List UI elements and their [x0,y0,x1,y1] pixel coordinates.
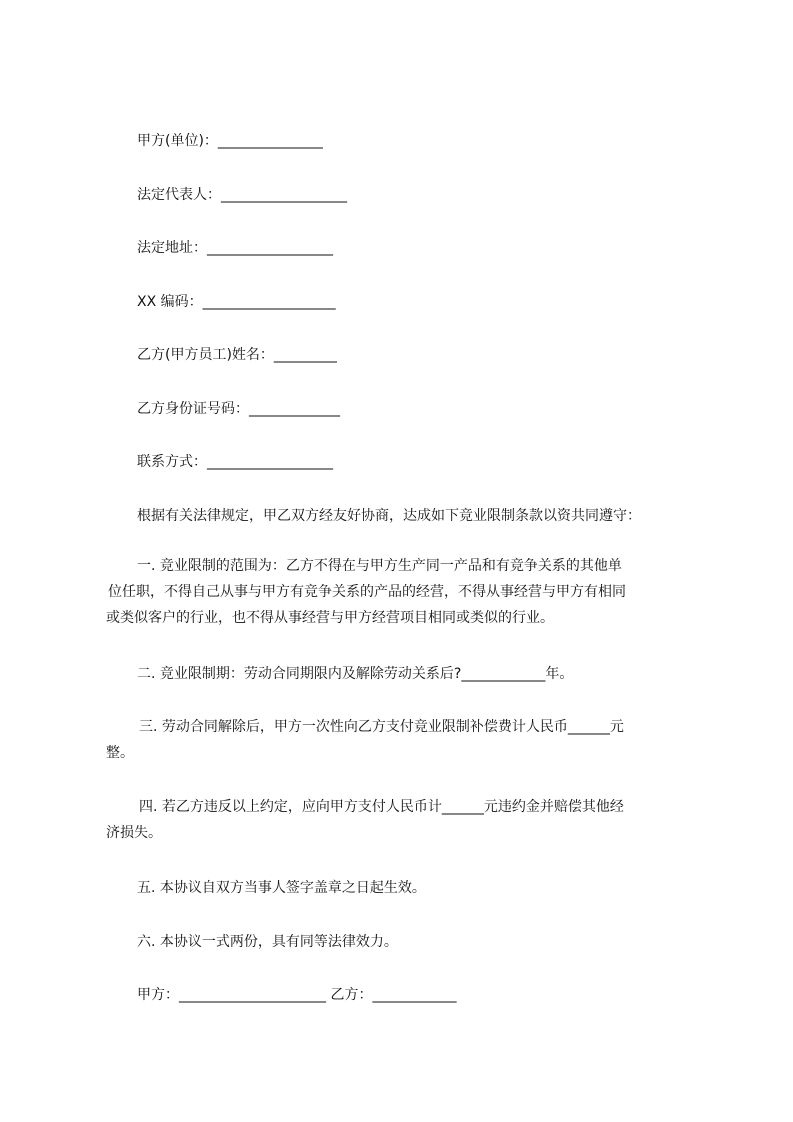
field-legal-representative: 法定代表人：__________________ [137,187,347,203]
clause-6: 六. 本协议一式两份，具有同等法律效力。 [137,934,398,950]
field-party-a-unit: 甲方(单位)：_______________ [137,133,323,149]
field-party-b-name: 乙方(甲方员工)姓名：_________ [137,347,337,363]
clause-1-line-2: 位任职，不得自己从事与甲方有竞争关系的产品的经营，不得从事经营与甲方有相同 [108,584,626,600]
field-party-b-id: 乙方身份证号码：_____________ [137,401,340,417]
field-legal-address: 法定地址：__________________ [137,240,333,256]
clause-4-line-2: 济损失。 [106,825,162,841]
clause-3 [106,714,702,766]
intro-paragraph: 根据有关法律规定，甲乙双方经友好协商，达成如下竞业限制条款以资共同遵守： [137,508,641,524]
field-code: XX 编码：___________________ [137,294,336,310]
clause-3-line-1: 三. 劳动合同解除后，甲方一次性向乙方支付竞业限制补偿费计人民币______元 [139,719,624,735]
clause-1 [106,553,702,631]
clause-4 [106,794,702,846]
clause-1-line-1: 一. 竞业限制的范围为：乙方不得在与甲方生产同一产品和有竞争关系的其他单 [137,558,622,574]
clause-1-line-3: 或类似客户的行业，也不得从事经营与甲方经营项目相同或类似的行业。 [106,610,554,626]
field-contact: 联系方式：__________________ [137,454,333,470]
signature-line: 甲方：_____________________ 乙方：____________ [137,987,457,1003]
clause-3-line-2: 整。 [106,745,134,761]
clause-2: 二. 竞业限制期：劳动合同期限内及解除劳动关系后?____________年。 [137,666,574,682]
clause-4-line-1: 四. 若乙方违反以上约定，应向甲方支付人民币计______元违约金并赔偿其他经 [139,799,624,815]
clause-5: 五. 本协议自双方当事人签字盖章之日起生效。 [137,880,426,896]
